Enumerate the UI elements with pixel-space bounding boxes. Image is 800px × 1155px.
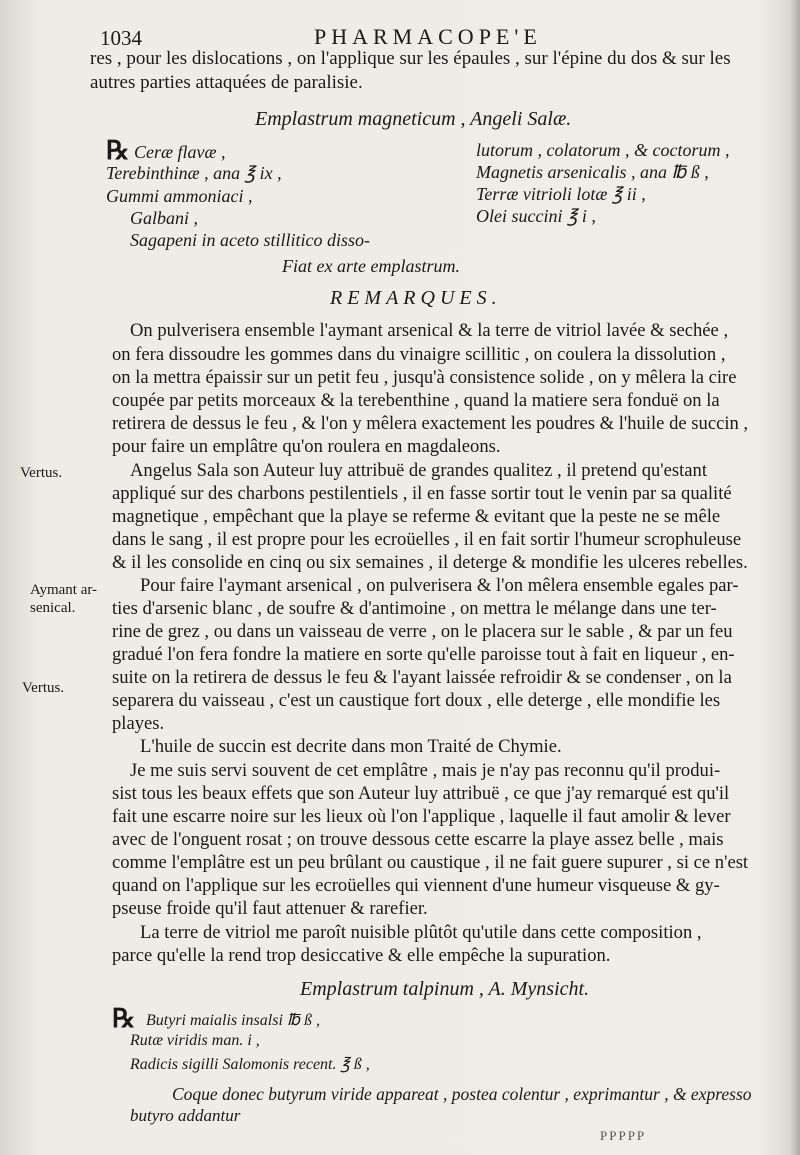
remarque-line: suite on la retirera de dessus le feu & l'ayant laissée refroidir & se condenser , on la [112, 667, 732, 688]
recipe2-line-1: Butyri maialis insalsi ℔ ß , [146, 1012, 320, 1029]
recipe1-right-line-4: Olei succini ℥ i , [476, 206, 596, 226]
recipe2-line-3: Radicis sigilli Salomonis recent. ℥ ß , [130, 1056, 370, 1073]
intro-line-2: autres parties attaquées de paralisie. [90, 72, 363, 93]
remarque-line: pseuse froide qu'il faut attenuer & rarefier. [112, 898, 428, 919]
remarque-line: magnetique , empêchant que la playe se referme & evitant que la peste ne se mêle [112, 506, 721, 527]
recipe1-right-line-3: Terræ vitrioli lotæ ℥ ii , [476, 184, 646, 204]
remarque-line: Pour faire l'aymant arsenical , on pulverisera & l'on mêlera ensemble egales par- [140, 575, 739, 596]
remarque-line: on la mettra épaissir sur un petit feu , jusqu'à consistence solide , on y mêlera la cire [112, 367, 737, 388]
remarque-line: Je me suis servi souvent de cet emplâtre , mais je n'ay pas reconnu qu'il produi- [130, 760, 721, 781]
rx-symbol-2: ℞ [112, 1004, 136, 1033]
margin-note-aymant-2: senical. [30, 600, 76, 616]
recipe1-left-line-3: Gummi ammoniaci , [106, 186, 253, 206]
recipe1-left-line-5: Sagapeni in aceto stillitico disso- [130, 230, 370, 250]
recipe1-left-line-1: Ceræ flavæ , [134, 142, 226, 162]
margin-note-vertus-2: Vertus. [22, 680, 65, 696]
remarque-line: separera du vaisseau , c'est un caustique fort doux , elle deterge , elle mondifie les [112, 690, 721, 711]
remarque-line: quand on l'applique sur les ecroüelles qui viennent d'une humeur visqueuse & gy- [112, 875, 720, 896]
recipe2-closing-2: butyro addantur [130, 1106, 241, 1125]
remarque-line: rine de grez , ou dans un vaisseau de verre , on le placera sur le sable , & par un feu [112, 621, 733, 642]
remarque-line: comme l'emplâtre est un peu brûlant ou caustique , il ne fait guere supurer , si ce n'est [112, 852, 749, 873]
remarque-line: fait une escarre noire sur les lieux où l'on l'applique , laquelle il faut amolir & lever [112, 806, 731, 827]
recipe1-left-line-4: Galbani , [130, 208, 199, 228]
page-edge-shadow [790, 0, 800, 1155]
remarque-line: playes. [112, 713, 165, 734]
remarque-line: On pulverisera ensemble l'aymant arsenical & la terre de vitriol lavée & sechée , [130, 320, 729, 341]
remarques-heading: REMARQUES. [330, 287, 502, 309]
remarque-line: La terre de vitriol me paroît nuisible plûtôt qu'utile dans cette composition , [140, 922, 702, 943]
remarque-line: retirera de dessus le feu , & l'on y mêlera exactement les poudres & l'huile de succin , [112, 413, 749, 434]
intro-line-1: res , pour les dislocations , on l'applique sur les épaules , sur l'épine du dos & sur les [90, 48, 731, 69]
remarque-line: ties d'arsenic blanc , de soufre & d'antimoine , on mettra le mélange dans une ter- [112, 598, 717, 619]
recipe1-right-line-2: Magnetis arsenicalis , ana ℔ ß , [476, 162, 709, 182]
recipe2-line-2: Rutæ viridis man. i , [130, 1032, 260, 1049]
recipe1-right-line-1: lutorum , colatorum , & coctorum , [476, 140, 730, 160]
rx-symbol-1: ℞ [106, 136, 130, 165]
remarque-line: on fera dissoudre les gommes dans du vinaigre scillitic , on coulera la dissolution , [112, 344, 726, 365]
margin-note-vertus-1: Vertus. [20, 465, 63, 481]
recipe1-title: Emplastrum magneticum , Angeli Salæ. [255, 108, 572, 130]
remarque-line: coupée par petits morceaux & la terebenthine , quand la matiere sera fonduë on la [112, 390, 720, 411]
remarque-line: appliqué sur des charbons pestilentiels , il en fasse sortir tout le venin par sa qualité [112, 483, 732, 504]
recipe2-closing-1: Coque donec butyrum viride appareat , postea colentur , exprimantur , & expresso [172, 1084, 752, 1104]
recipe1-left-line-2: Terebinthinæ , ana ℥ ix , [106, 163, 282, 183]
remarque-line: sist tous les beaux effets que son Auteur luy attribuë , ce que j'ay remarqué est qu'il [112, 783, 730, 804]
recipe2-title: Emplastrum talpinum , A. Mynsicht. [300, 978, 590, 1000]
remarque-line: Angelus Sala son Auteur luy attribuë de grandes qualitez , il pretend qu'estant [130, 460, 708, 481]
margin-note-aymant-1: Aymant ar- [30, 582, 98, 598]
remarque-line: avec de l'onguent rosat ; on trouve dessous cette escarre la playe assez belle , mais [112, 829, 724, 850]
running-title: PHARMACOPE'E [314, 24, 542, 49]
remarque-line: parce qu'elle la rend trop desiccative & elle empêche la supuration. [112, 945, 611, 966]
recipe1-closing: Fiat ex arte emplastrum. [282, 256, 460, 276]
remarque-line: pour faire un emplâtre qu'on roulera en magdaleons. [112, 436, 501, 457]
remarque-line: L'huile de succin est decrite dans mon Traité de Chymie. [140, 736, 562, 757]
remarque-line: gradué l'on fera fondre la matiere en sorte qu'elle paroisse tout à fait en liqueur , en- [112, 644, 735, 665]
page-number: 1034 [100, 26, 142, 50]
remarque-line: dans le sang , il est propre pour les ecroüelles , il en fait sortir l'humeur scrophuleuse [112, 529, 742, 550]
signature-mark: PPPPP [600, 1128, 647, 1143]
remarque-line: & il les consolide en cinq ou six semaines , il deterge & mondifie les ulceres rebelles. [112, 552, 748, 573]
